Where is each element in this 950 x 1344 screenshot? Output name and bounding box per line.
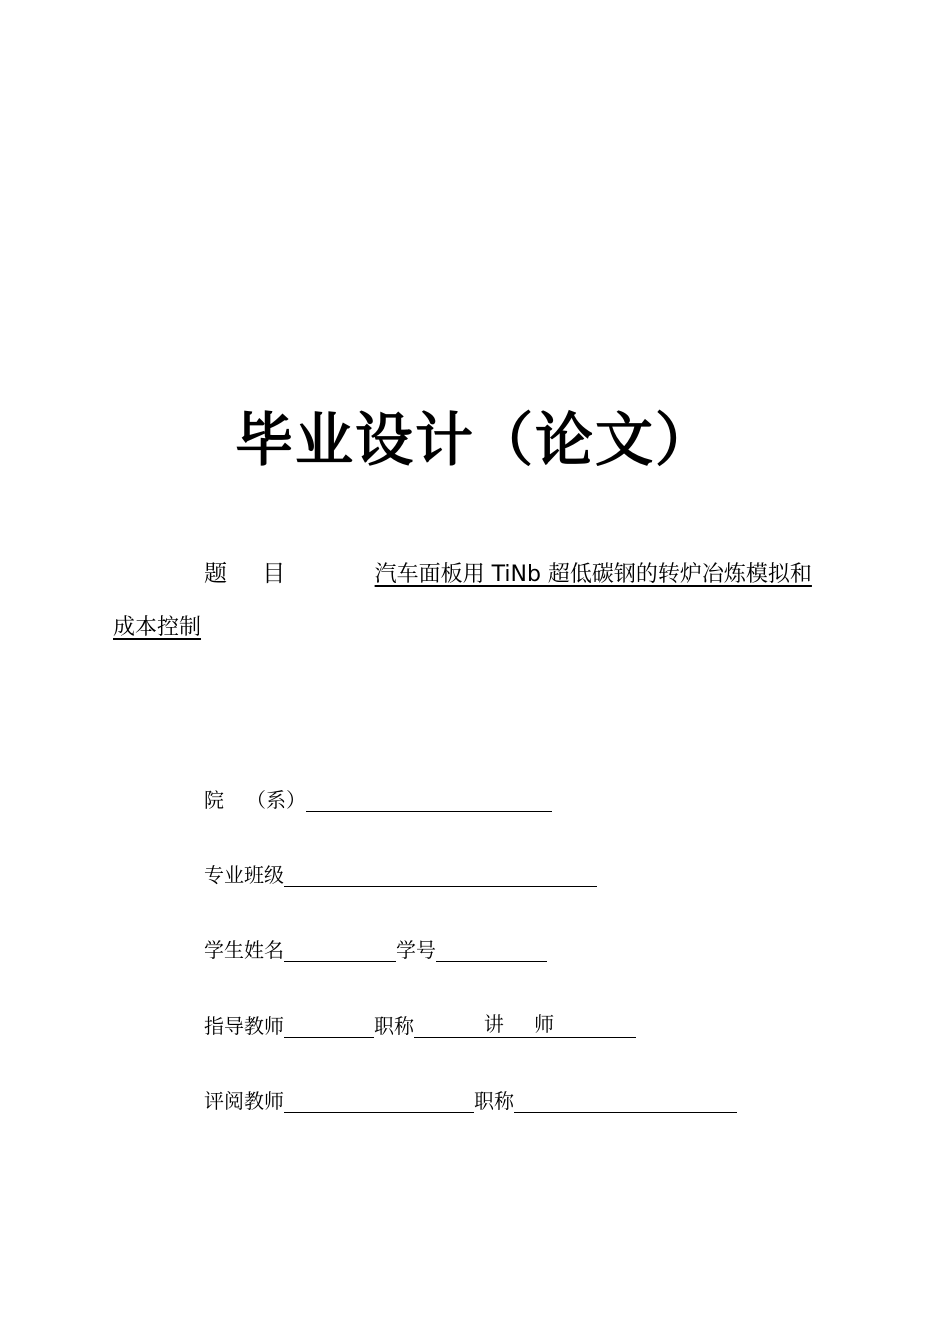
student-name-label: 学生姓名 xyxy=(204,938,284,962)
topic-title-line1: 汽车面板用 TiNb 超低碳钢的转炉冶炼模拟和 xyxy=(374,562,812,587)
student-name-field[interactable] xyxy=(284,935,396,962)
reviewer-title-label: 职称 xyxy=(474,1089,514,1113)
department-field[interactable] xyxy=(306,785,552,812)
reviewer-row xyxy=(204,1084,737,1118)
topic-row xyxy=(204,556,812,592)
advisor-title-field[interactable] xyxy=(414,1011,636,1038)
reviewer-field[interactable] xyxy=(284,1086,474,1113)
major-class-row xyxy=(204,858,597,892)
topic-label: 题 目 xyxy=(204,561,300,587)
student-id-label: 学号 xyxy=(396,938,436,962)
topic-title-line2: 成本控制 xyxy=(113,615,202,640)
student-id-field[interactable] xyxy=(436,935,547,962)
reviewer-title-field[interactable] xyxy=(514,1086,737,1113)
advisor-title-value: 讲 师 xyxy=(483,1012,567,1036)
major-class-label: 专业班级 xyxy=(204,863,284,887)
student-row xyxy=(204,933,547,967)
advisor-label: 指导教师 xyxy=(204,1014,284,1038)
page-title: 毕业设计（论文） xyxy=(234,406,715,474)
major-class-field[interactable] xyxy=(284,860,597,887)
department-label: 院 xyxy=(204,788,246,812)
department-suffix: （系） xyxy=(246,788,306,812)
topic-row-continued xyxy=(113,610,265,646)
advisor-field[interactable] xyxy=(284,1011,374,1038)
reviewer-label: 评阅教师 xyxy=(204,1089,284,1113)
advisor-title-label: 职称 xyxy=(374,1014,414,1038)
advisor-row xyxy=(204,1009,636,1043)
department-row xyxy=(204,783,552,817)
